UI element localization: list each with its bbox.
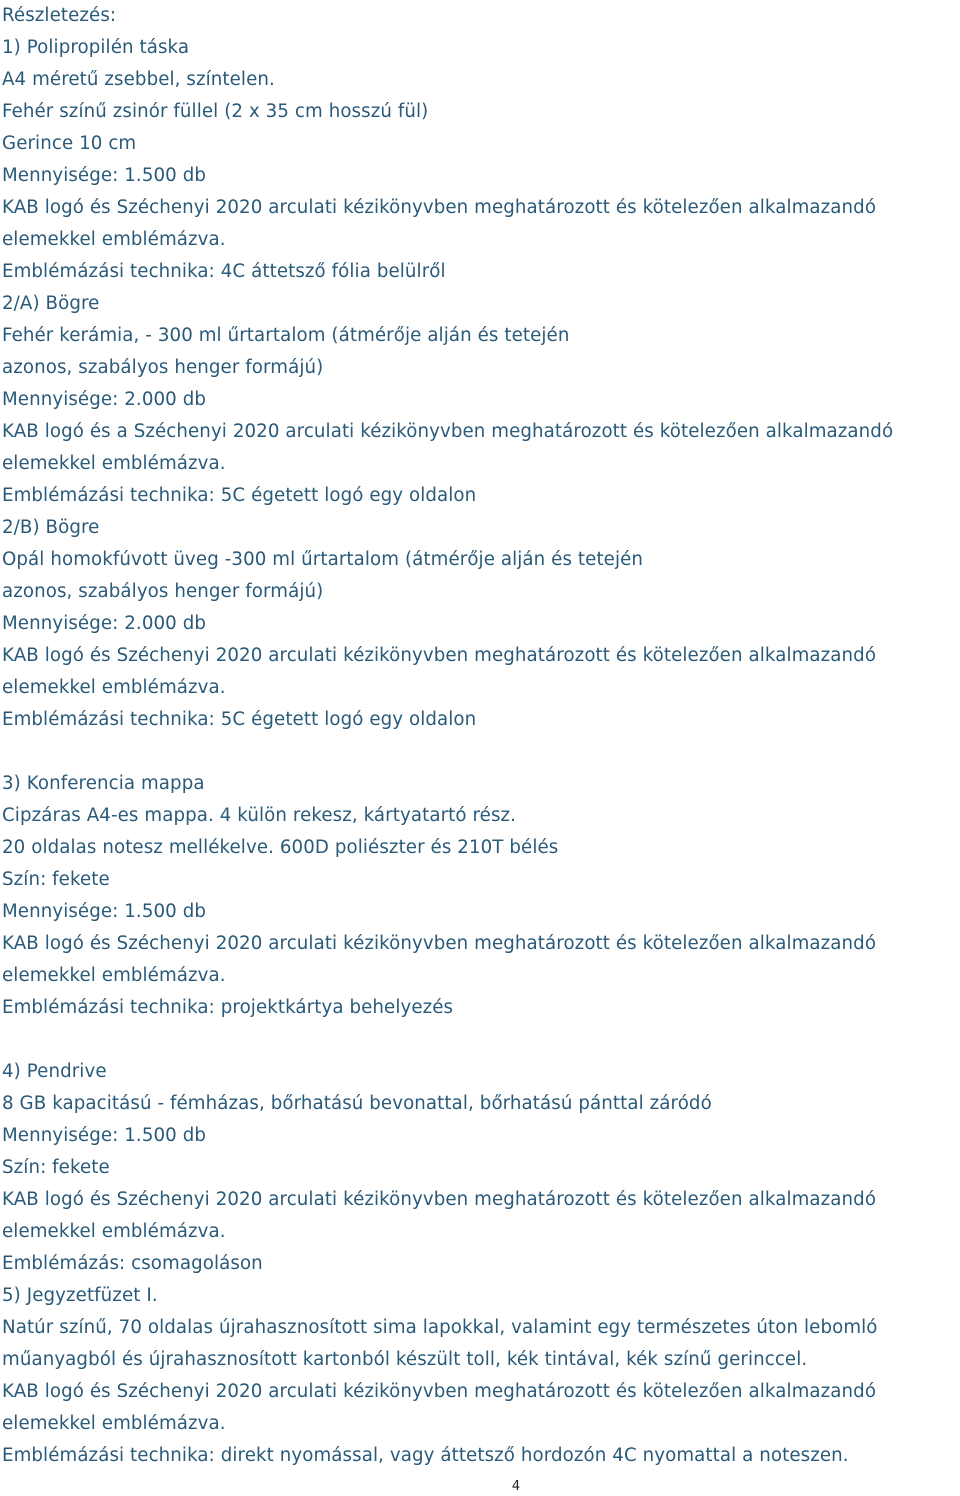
item-pendrive bbox=[2, 1056, 958, 1280]
section-heading: Részletezés: bbox=[2, 5, 117, 26]
item-title: 3) Konferencia mappa bbox=[2, 773, 205, 794]
item-line: elemekkel emblémázva. bbox=[2, 1413, 226, 1434]
item-line: Gerince 10 cm bbox=[2, 133, 137, 154]
item-line: Cipzáras A4-es mappa. 4 külön rekesz, kártyatartó rész. bbox=[2, 805, 517, 826]
item-quantity: Mennyisége: 2.000 db bbox=[2, 613, 206, 634]
item-line: elemekkel emblémázva. bbox=[2, 229, 226, 250]
item-title: 1) Polipropilén táska bbox=[2, 37, 190, 58]
spacer bbox=[2, 1024, 958, 1056]
item-line: Fehér színű zsinór füllel (2 x 35 cm hosszú fül) bbox=[2, 101, 429, 122]
page-number: 4 bbox=[511, 1479, 521, 1494]
item-technique: Emblémázási technika: direkt nyomással, vagy áttetsző hordozón 4C nyomattal a noteszen. bbox=[2, 1445, 849, 1466]
item-mug-b bbox=[2, 512, 958, 736]
item-line: KAB logó és Széchenyi 2020 arculati kézikönyvben meghatározott és kötelezően alkalmazandó bbox=[2, 933, 877, 954]
item-technique: Emblémázási technika: 4C áttetsző fólia belülről bbox=[2, 261, 446, 282]
item-technique: Emblémázási technika: 5C égetett logó egy oldalon bbox=[2, 485, 477, 506]
item-line: műanyagból és újrahasznosított kartonból készült toll, kék tintával, kék színű gerinccel. bbox=[2, 1349, 808, 1370]
item-color: Szín: fekete bbox=[2, 869, 110, 890]
item-title: 5) Jegyzetfüzet I. bbox=[2, 1285, 158, 1306]
item-color: Szín: fekete bbox=[2, 1157, 110, 1178]
item-technique: Emblémázás: csomagoláson bbox=[2, 1253, 263, 1274]
item-quantity: Mennyisége: 1.500 db bbox=[2, 1125, 206, 1146]
item-technique: Emblémázási technika: projektkártya behelyezés bbox=[2, 997, 454, 1018]
item-line: elemekkel emblémázva. bbox=[2, 965, 226, 986]
item-line: elemekkel emblémázva. bbox=[2, 677, 226, 698]
item-technique: Emblémázási technika: 5C égetett logó egy oldalon bbox=[2, 709, 477, 730]
item-line: azonos, szabályos henger formájú) bbox=[2, 357, 324, 378]
item-line: azonos, szabályos henger formájú) bbox=[2, 581, 324, 602]
item-line: KAB logó és Széchenyi 2020 arculati kézikönyvben meghatározott és kötelezően alkalmazandó bbox=[2, 1189, 877, 1210]
item-line: A4 méretű zsebbel, színtelen. bbox=[2, 69, 275, 90]
item-title: 2/A) Bögre bbox=[2, 293, 100, 314]
item-line: KAB logó és Széchenyi 2020 arculati kézikönyvben meghatározott és kötelezően alkalmazandó bbox=[2, 1381, 877, 1402]
item-line: Opál homokfúvott üveg -300 ml űrtartalom (átmérője alján és tetején bbox=[2, 549, 644, 570]
item-quantity: Mennyisége: 1.500 db bbox=[2, 901, 206, 922]
item-line: 20 oldalas notesz mellékelve. 600D poliészter és 210T bélés bbox=[2, 837, 559, 858]
item-line: KAB logó és a Széchenyi 2020 arculati kézikönyvben meghatározott és kötelezően alkalmazandó bbox=[2, 421, 894, 442]
item-line: Natúr színű, 70 oldalas újrahasznosított sima lapokkal, valamint egy természetes úton lebomló bbox=[2, 1317, 878, 1338]
item-line: Fehér kerámia, - 300 ml űrtartalom (átmérője alján és tetején bbox=[2, 325, 570, 346]
item-line: KAB logó és Széchenyi 2020 arculati kézikönyvben meghatározott és kötelezően alkalmazandó bbox=[2, 645, 877, 666]
item-quantity: Mennyisége: 2.000 db bbox=[2, 389, 206, 410]
item-notebook bbox=[2, 1280, 958, 1472]
item-line: 8 GB kapacitású - fémházas, bőrhatású bevonattal, bőrhatású pánttal záródó bbox=[2, 1093, 712, 1114]
item-title: 4) Pendrive bbox=[2, 1061, 107, 1082]
item-quantity: Mennyisége: 1.500 db bbox=[2, 165, 206, 186]
item-line: elemekkel emblémázva. bbox=[2, 453, 226, 474]
spacer bbox=[2, 736, 958, 768]
item-tote-bag bbox=[2, 32, 958, 288]
item-line: elemekkel emblémázva. bbox=[2, 1221, 226, 1242]
item-title: 2/B) Bögre bbox=[2, 517, 100, 538]
item-line: KAB logó és Széchenyi 2020 arculati kézikönyvben meghatározott és kötelezően alkalmazandó bbox=[2, 197, 877, 218]
document-body bbox=[2, 0, 958, 1472]
item-conference-folder bbox=[2, 768, 958, 1024]
item-mug-a bbox=[2, 288, 958, 512]
